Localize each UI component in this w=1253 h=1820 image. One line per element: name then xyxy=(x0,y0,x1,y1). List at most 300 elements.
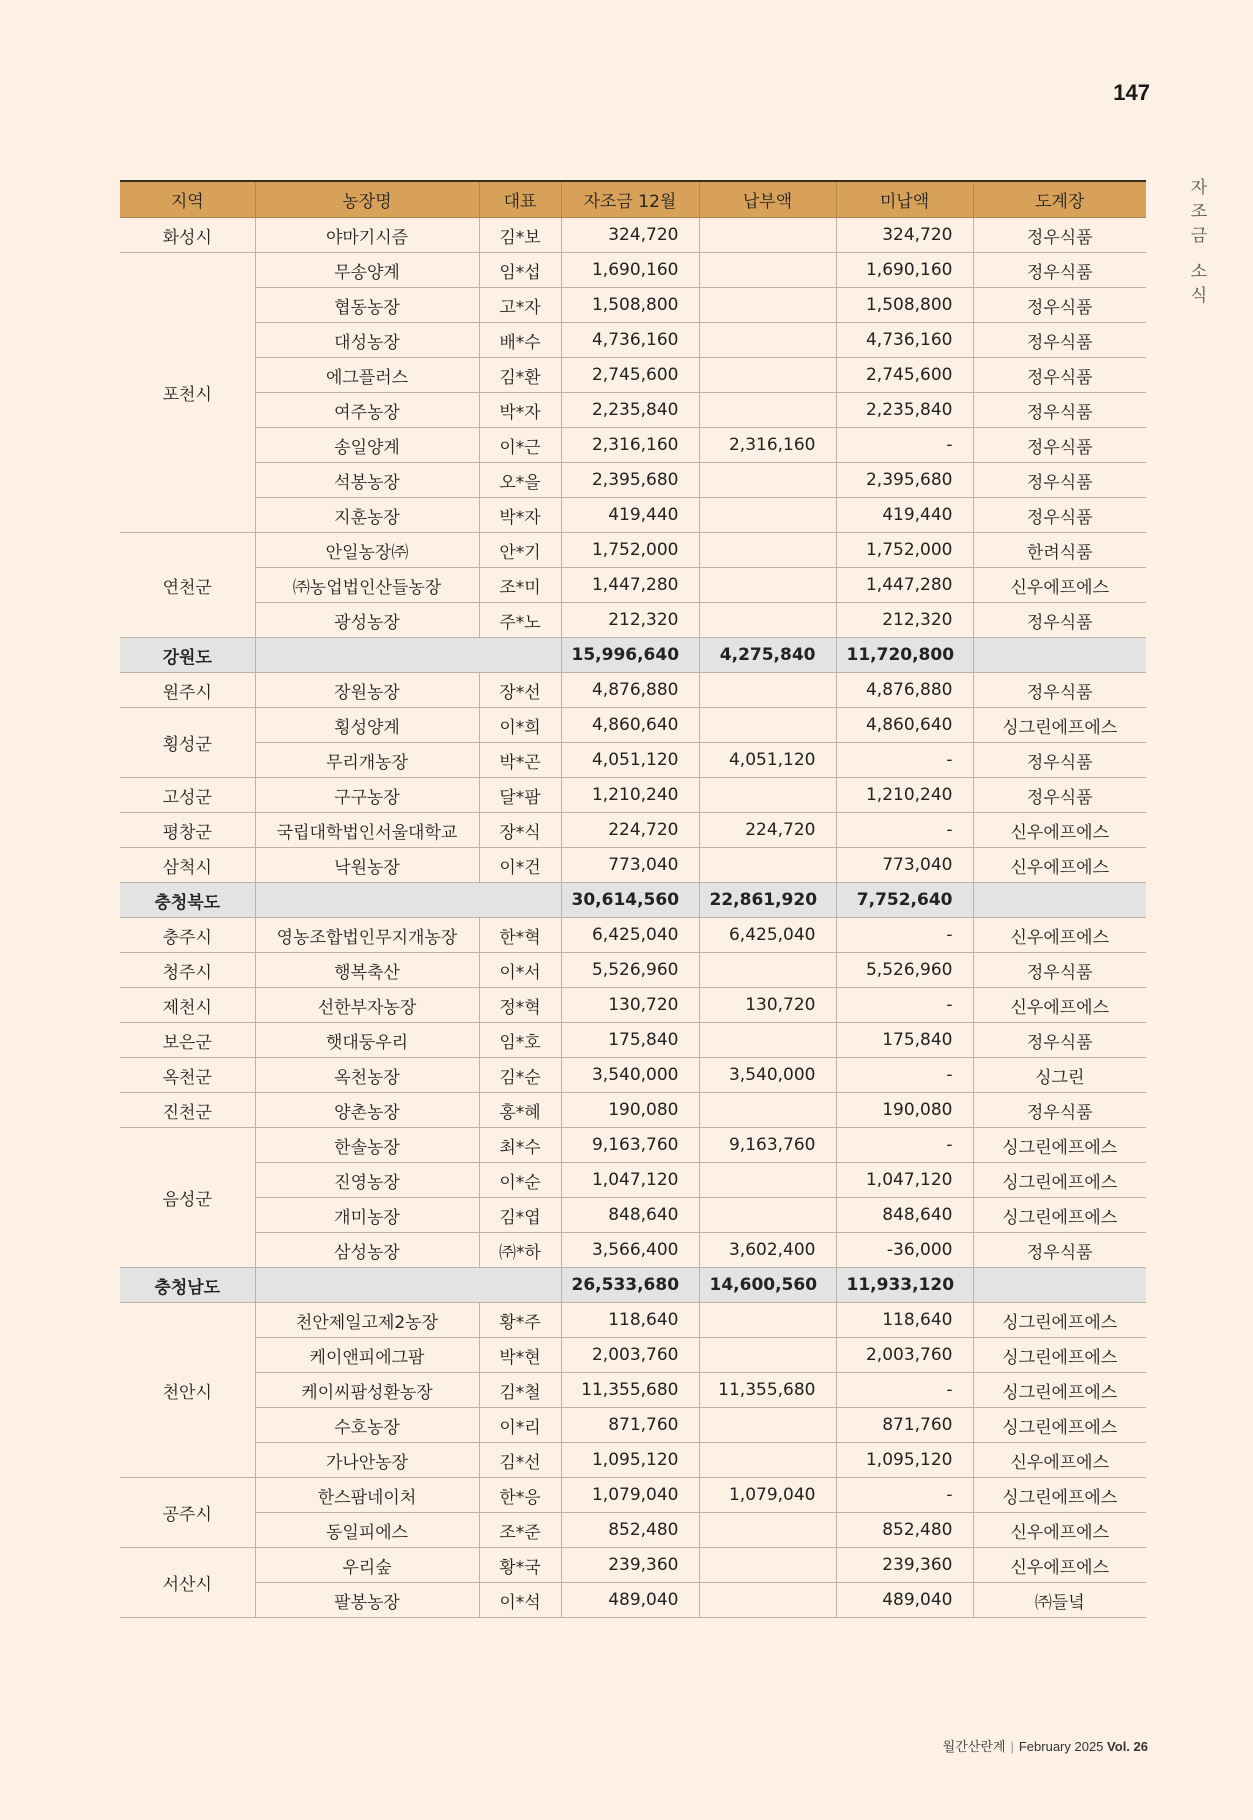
representative-cell: 이*석 xyxy=(479,1583,561,1618)
table-row xyxy=(120,533,1146,568)
page-number: 147 xyxy=(1113,80,1150,105)
footer-magazine: 월간산란계 xyxy=(942,1739,1006,1754)
fund-cell: 1,508,800 xyxy=(561,288,699,323)
table-row xyxy=(120,953,1146,988)
unpaid-cell: 419,440 xyxy=(836,498,973,533)
paid-cell xyxy=(699,1583,836,1618)
representative-cell: 이*리 xyxy=(479,1408,561,1443)
processing-plant-cell: 신우에프에스 xyxy=(973,813,1146,848)
representative-cell: 김*보 xyxy=(479,218,561,253)
farm-name-cell: 국립대학법인서울대학교 xyxy=(255,813,479,848)
processing-plant-cell: 신우에프에스 xyxy=(973,918,1146,953)
unpaid-cell: 212,320 xyxy=(836,603,973,638)
farm-name-cell: 무리개농장 xyxy=(255,743,479,778)
table-header-row xyxy=(120,181,1146,218)
farm-name-cell: 횡성양계 xyxy=(255,708,479,743)
farm-name-cell: 가나안농장 xyxy=(255,1443,479,1478)
processing-plant-cell: 싱그린에프에스 xyxy=(973,1128,1146,1163)
unpaid-cell: - xyxy=(836,428,973,463)
fund-cell: 175,840 xyxy=(561,1023,699,1058)
paid-cell xyxy=(699,778,836,813)
processing-plant-cell: 정우식품 xyxy=(973,1093,1146,1128)
representative-cell: 장*선 xyxy=(479,673,561,708)
paid-cell xyxy=(699,1198,836,1233)
processing-plant-cell: 정우식품 xyxy=(973,743,1146,778)
paid-cell: 130,720 xyxy=(699,988,836,1023)
fund-cell: 419,440 xyxy=(561,498,699,533)
representative-cell: 임*섭 xyxy=(479,253,561,288)
representative-cell: 조*미 xyxy=(479,568,561,603)
region-cell: 음성군 xyxy=(120,1128,255,1268)
region-cell: 서산시 xyxy=(120,1548,255,1618)
representative-cell: 배*수 xyxy=(479,323,561,358)
representative-cell: 한*응 xyxy=(479,1478,561,1513)
farm-name-cell: 안일농장㈜ xyxy=(255,533,479,568)
paid-cell: 3,602,400 xyxy=(699,1233,836,1268)
processing-plant-cell: 싱그린에프에스 xyxy=(973,1373,1146,1408)
processing-plant-cell: 싱그린에프에스 xyxy=(973,1478,1146,1513)
farm-name-cell: 장원농장 xyxy=(255,673,479,708)
subtotal-empty-cell xyxy=(973,883,1146,918)
farm-name-cell: 개미농장 xyxy=(255,1198,479,1233)
region-cell: 연천군 xyxy=(120,533,255,638)
unpaid-cell: 2,235,840 xyxy=(836,393,973,428)
region-cell: 옥천군 xyxy=(120,1058,255,1093)
processing-plant-cell: 정우식품 xyxy=(973,1233,1146,1268)
farm-name-cell: 광성농장 xyxy=(255,603,479,638)
farm-name-cell: 한스팜네이처 xyxy=(255,1478,479,1513)
unpaid-cell: 324,720 xyxy=(836,218,973,253)
farm-name-cell: 에그플러스 xyxy=(255,358,479,393)
farm-name-cell: 수호농장 xyxy=(255,1408,479,1443)
fund-cell: 489,040 xyxy=(561,1583,699,1618)
region-cell: 공주시 xyxy=(120,1478,255,1548)
processing-plant-cell: 싱그린에프에스 xyxy=(973,1303,1146,1338)
paid-cell xyxy=(699,393,836,428)
fund-cell: 1,047,120 xyxy=(561,1163,699,1198)
table-row xyxy=(120,1058,1146,1093)
farm-name-cell: 구구농장 xyxy=(255,778,479,813)
representative-cell: 김*순 xyxy=(479,1058,561,1093)
unpaid-cell: 1,047,120 xyxy=(836,1163,973,1198)
paid-cell xyxy=(699,568,836,603)
representative-cell: 달*팜 xyxy=(479,778,561,813)
processing-plant-cell: 신우에프에스 xyxy=(973,848,1146,883)
paid-cell xyxy=(699,1443,836,1478)
header-paid: 납부액 xyxy=(699,181,836,218)
farm-name-cell: 야마기시즘 xyxy=(255,218,479,253)
subtotal-fund: 26,533,680 xyxy=(561,1268,699,1303)
paid-cell xyxy=(699,463,836,498)
donation-table xyxy=(120,180,1146,1618)
table-row xyxy=(120,988,1146,1023)
processing-plant-cell: 정우식품 xyxy=(973,253,1146,288)
region-cell: 포천시 xyxy=(120,253,255,533)
header-unpaid: 미납액 xyxy=(836,181,973,218)
unpaid-cell: 2,395,680 xyxy=(836,463,973,498)
table-row xyxy=(120,778,1146,813)
paid-cell: 224,720 xyxy=(699,813,836,848)
region-cell: 충주시 xyxy=(120,918,255,953)
fund-cell: 4,860,640 xyxy=(561,708,699,743)
table-body xyxy=(120,218,1146,1618)
representative-cell: 김*선 xyxy=(479,1443,561,1478)
unpaid-cell: - xyxy=(836,813,973,848)
paid-cell: 4,051,120 xyxy=(699,743,836,778)
table-row xyxy=(120,1023,1146,1058)
processing-plant-cell: 정우식품 xyxy=(973,498,1146,533)
farm-name-cell: 협동농장 xyxy=(255,288,479,323)
unpaid-cell: 1,447,280 xyxy=(836,568,973,603)
paid-cell xyxy=(699,498,836,533)
side-label-char: 조 xyxy=(1190,202,1208,222)
farm-name-cell: 삼성농장 xyxy=(255,1233,479,1268)
paid-cell xyxy=(699,1513,836,1548)
region-cell: 보은군 xyxy=(120,1023,255,1058)
table-row xyxy=(120,218,1146,253)
paid-cell: 2,316,160 xyxy=(699,428,836,463)
processing-plant-cell: 싱그린에프에스 xyxy=(973,1198,1146,1233)
region-cell: 횡성군 xyxy=(120,708,255,778)
representative-cell: 황*주 xyxy=(479,1303,561,1338)
processing-plant-cell: 정우식품 xyxy=(973,953,1146,988)
processing-plant-cell: 정우식품 xyxy=(973,463,1146,498)
table-row xyxy=(120,358,1146,393)
fund-cell: 1,095,120 xyxy=(561,1443,699,1478)
header-representative: 대표 xyxy=(479,181,561,218)
unpaid-cell: 871,760 xyxy=(836,1408,973,1443)
footer-date: February 2025 xyxy=(1018,1739,1104,1754)
representative-cell: ㈜*하 xyxy=(479,1233,561,1268)
processing-plant-cell: 한려식품 xyxy=(973,533,1146,568)
farm-name-cell: 양촌농장 xyxy=(255,1093,479,1128)
unpaid-cell: - xyxy=(836,988,973,1023)
fund-cell: 212,320 xyxy=(561,603,699,638)
fund-cell: 1,447,280 xyxy=(561,568,699,603)
processing-plant-cell: 정우식품 xyxy=(973,288,1146,323)
fund-cell: 118,640 xyxy=(561,1303,699,1338)
representative-cell: 이*근 xyxy=(479,428,561,463)
table-row xyxy=(120,1233,1146,1268)
representative-cell: 고*자 xyxy=(479,288,561,323)
paid-cell xyxy=(699,1408,836,1443)
table-row xyxy=(120,568,1146,603)
fund-cell: 9,163,760 xyxy=(561,1128,699,1163)
farm-name-cell: 무송양계 xyxy=(255,253,479,288)
fund-cell: 2,745,600 xyxy=(561,358,699,393)
representative-cell: 박*곤 xyxy=(479,743,561,778)
farm-name-cell: 옥천농장 xyxy=(255,1058,479,1093)
processing-plant-cell: 싱그린에프에스 xyxy=(973,1338,1146,1373)
representative-cell: 이*순 xyxy=(479,1163,561,1198)
farm-name-cell: 케이앤피에그팜 xyxy=(255,1338,479,1373)
fund-cell: 852,480 xyxy=(561,1513,699,1548)
table-row xyxy=(120,1583,1146,1618)
farm-name-cell: 진영농장 xyxy=(255,1163,479,1198)
region-cell: 청주시 xyxy=(120,953,255,988)
table-row xyxy=(120,1373,1146,1408)
table-row xyxy=(120,918,1146,953)
unpaid-cell: - xyxy=(836,1373,973,1408)
paid-cell xyxy=(699,1023,836,1058)
processing-plant-cell: 싱그린에프에스 xyxy=(973,1163,1146,1198)
unpaid-cell: 1,210,240 xyxy=(836,778,973,813)
farm-name-cell: 천안제일고제2농장 xyxy=(255,1303,479,1338)
farm-name-cell: ㈜농업법인산들농장 xyxy=(255,568,479,603)
representative-cell: 박*자 xyxy=(479,498,561,533)
table-row xyxy=(120,1548,1146,1583)
representative-cell: 박*자 xyxy=(479,393,561,428)
subtotal-paid: 22,861,920 xyxy=(699,883,836,918)
paid-cell xyxy=(699,848,836,883)
subtotal-paid: 14,600,560 xyxy=(699,1268,836,1303)
processing-plant-cell: ㈜들녘 xyxy=(973,1583,1146,1618)
farm-name-cell: 석봉농장 xyxy=(255,463,479,498)
table-row xyxy=(120,1093,1146,1128)
unpaid-cell: 1,095,120 xyxy=(836,1443,973,1478)
fund-cell: 773,040 xyxy=(561,848,699,883)
region-cell: 천안시 xyxy=(120,1303,255,1478)
fund-cell: 4,051,120 xyxy=(561,743,699,778)
fund-cell: 224,720 xyxy=(561,813,699,848)
farm-name-cell: 낙원농장 xyxy=(255,848,479,883)
paid-cell xyxy=(699,288,836,323)
paid-cell xyxy=(699,673,836,708)
processing-plant-cell: 정우식품 xyxy=(973,673,1146,708)
fund-cell: 6,425,040 xyxy=(561,918,699,953)
farm-name-cell: 영농조합법인무지개농장 xyxy=(255,918,479,953)
fund-cell: 2,003,760 xyxy=(561,1338,699,1373)
subtotal-label: 강원도 xyxy=(120,638,255,673)
unpaid-cell: - xyxy=(836,743,973,778)
processing-plant-cell: 정우식품 xyxy=(973,218,1146,253)
paid-cell xyxy=(699,533,836,568)
subtotal-label: 충청북도 xyxy=(120,883,255,918)
unpaid-cell: - xyxy=(836,1478,973,1513)
paid-cell xyxy=(699,1163,836,1198)
paid-cell: 3,540,000 xyxy=(699,1058,836,1093)
subtotal-empty-cell xyxy=(973,1268,1146,1303)
unpaid-cell: 2,003,760 xyxy=(836,1338,973,1373)
header-region: 지역 xyxy=(120,181,255,218)
subtotal-empty-cell xyxy=(255,1268,561,1303)
region-cell: 삼척시 xyxy=(120,848,255,883)
paid-cell xyxy=(699,708,836,743)
footer-separator: | xyxy=(1010,1739,1014,1754)
representative-cell: 이*건 xyxy=(479,848,561,883)
representative-cell: 주*노 xyxy=(479,603,561,638)
fund-cell: 2,395,680 xyxy=(561,463,699,498)
unpaid-cell: 190,080 xyxy=(836,1093,973,1128)
paid-cell: 6,425,040 xyxy=(699,918,836,953)
table-row xyxy=(120,743,1146,778)
table-row xyxy=(120,708,1146,743)
subtotal-unpaid: 11,720,800 xyxy=(836,638,973,673)
representative-cell: 김*철 xyxy=(479,1373,561,1408)
table-row xyxy=(120,1163,1146,1198)
paid-cell xyxy=(699,1303,836,1338)
fund-cell: 1,690,160 xyxy=(561,253,699,288)
farm-name-cell: 동일피에스 xyxy=(255,1513,479,1548)
paid-cell: 9,163,760 xyxy=(699,1128,836,1163)
unpaid-cell: 1,508,800 xyxy=(836,288,973,323)
processing-plant-cell: 정우식품 xyxy=(973,428,1146,463)
processing-plant-cell: 신우에프에스 xyxy=(973,1513,1146,1548)
farm-name-cell: 선한부자농장 xyxy=(255,988,479,1023)
table-row xyxy=(120,1128,1146,1163)
table-row xyxy=(120,603,1146,638)
table-row xyxy=(120,393,1146,428)
section-side-label xyxy=(1188,176,1210,308)
processing-plant-cell: 신우에프에스 xyxy=(973,1443,1146,1478)
subtotal-empty-cell xyxy=(973,638,1146,673)
fund-cell: 4,736,160 xyxy=(561,323,699,358)
representative-cell: 최*수 xyxy=(479,1128,561,1163)
paid-cell xyxy=(699,323,836,358)
header-farm: 농장명 xyxy=(255,181,479,218)
unpaid-cell: 2,745,600 xyxy=(836,358,973,393)
fund-cell: 871,760 xyxy=(561,1408,699,1443)
fund-cell: 3,540,000 xyxy=(561,1058,699,1093)
header-processing-plant: 도계장 xyxy=(973,181,1146,218)
unpaid-cell: 848,640 xyxy=(836,1198,973,1233)
unpaid-cell: - xyxy=(836,1128,973,1163)
farm-name-cell: 행복축산 xyxy=(255,953,479,988)
table-row xyxy=(120,1303,1146,1338)
fund-cell: 1,210,240 xyxy=(561,778,699,813)
table-row xyxy=(120,1408,1146,1443)
fund-cell: 1,752,000 xyxy=(561,533,699,568)
subtotal-paid: 4,275,840 xyxy=(699,638,836,673)
table-row xyxy=(120,498,1146,533)
unpaid-cell: 4,860,640 xyxy=(836,708,973,743)
table-row xyxy=(120,323,1146,358)
representative-cell: 김*엽 xyxy=(479,1198,561,1233)
unpaid-cell: -36,000 xyxy=(836,1233,973,1268)
subtotal-fund: 15,996,640 xyxy=(561,638,699,673)
table-row xyxy=(120,813,1146,848)
representative-cell: 이*희 xyxy=(479,708,561,743)
region-cell: 원주시 xyxy=(120,673,255,708)
representative-cell: 홍*혜 xyxy=(479,1093,561,1128)
subtotal-empty-cell xyxy=(255,638,561,673)
region-cell: 진천군 xyxy=(120,1093,255,1128)
table-row xyxy=(120,463,1146,498)
unpaid-cell: 118,640 xyxy=(836,1303,973,1338)
footer xyxy=(850,1736,1148,1755)
processing-plant-cell: 정우식품 xyxy=(973,778,1146,813)
region-cell: 평창군 xyxy=(120,813,255,848)
processing-plant-cell: 정우식품 xyxy=(973,603,1146,638)
representative-cell: 임*호 xyxy=(479,1023,561,1058)
unpaid-cell: 1,690,160 xyxy=(836,253,973,288)
processing-plant-cell: 신우에프에스 xyxy=(973,568,1146,603)
paid-cell: 1,079,040 xyxy=(699,1478,836,1513)
subtotal-row xyxy=(120,1268,1146,1303)
subtotal-unpaid: 7,752,640 xyxy=(836,883,973,918)
processing-plant-cell: 신우에프에스 xyxy=(973,988,1146,1023)
region-cell: 고성군 xyxy=(120,778,255,813)
representative-cell: 박*현 xyxy=(479,1338,561,1373)
unpaid-cell: 239,360 xyxy=(836,1548,973,1583)
farm-name-cell: 한솔농장 xyxy=(255,1128,479,1163)
processing-plant-cell: 싱그린에프에스 xyxy=(973,708,1146,743)
representative-cell: 정*혁 xyxy=(479,988,561,1023)
farm-name-cell: 우리숲 xyxy=(255,1548,479,1583)
paid-cell: 11,355,680 xyxy=(699,1373,836,1408)
side-label-gap xyxy=(1188,248,1210,260)
paid-cell xyxy=(699,218,836,253)
unpaid-cell: - xyxy=(836,1058,973,1093)
paid-cell xyxy=(699,1338,836,1373)
subtotal-empty-cell xyxy=(255,883,561,918)
farm-name-cell: 팔봉농장 xyxy=(255,1583,479,1618)
fund-cell: 2,316,160 xyxy=(561,428,699,463)
representative-cell: 한*혁 xyxy=(479,918,561,953)
processing-plant-cell: 정우식품 xyxy=(973,323,1146,358)
representative-cell: 조*준 xyxy=(479,1513,561,1548)
fund-cell: 190,080 xyxy=(561,1093,699,1128)
paid-cell xyxy=(699,253,836,288)
side-label-char: 금 xyxy=(1190,226,1208,246)
farm-name-cell: 햇대둥우리 xyxy=(255,1023,479,1058)
footer-volume: Vol. 26 xyxy=(1107,1739,1148,1754)
paid-cell xyxy=(699,1548,836,1583)
fund-cell: 5,526,960 xyxy=(561,953,699,988)
table-row xyxy=(120,1198,1146,1233)
processing-plant-cell: 싱그린에프에스 xyxy=(973,1408,1146,1443)
fund-cell: 2,235,840 xyxy=(561,393,699,428)
side-label-char: 식 xyxy=(1190,286,1208,306)
table-row xyxy=(120,253,1146,288)
farm-name-cell: 케이씨팜성환농장 xyxy=(255,1373,479,1408)
processing-plant-cell: 정우식품 xyxy=(973,393,1146,428)
fund-cell: 11,355,680 xyxy=(561,1373,699,1408)
unpaid-cell: 773,040 xyxy=(836,848,973,883)
representative-cell: 안*기 xyxy=(479,533,561,568)
side-label-char: 소 xyxy=(1190,262,1208,282)
unpaid-cell: 5,526,960 xyxy=(836,953,973,988)
region-cell: 제천시 xyxy=(120,988,255,1023)
farm-name-cell: 송일양계 xyxy=(255,428,479,463)
table-row xyxy=(120,1443,1146,1478)
fund-cell: 3,566,400 xyxy=(561,1233,699,1268)
table-row xyxy=(120,1513,1146,1548)
processing-plant-cell: 싱그린 xyxy=(973,1058,1146,1093)
header-fund: 자조금 12월 xyxy=(561,181,699,218)
paid-cell xyxy=(699,953,836,988)
subtotal-row xyxy=(120,883,1146,918)
processing-plant-cell: 정우식품 xyxy=(973,1023,1146,1058)
fund-cell: 324,720 xyxy=(561,218,699,253)
table-row xyxy=(120,673,1146,708)
fund-cell: 130,720 xyxy=(561,988,699,1023)
representative-cell: 김*환 xyxy=(479,358,561,393)
farm-name-cell: 지훈농장 xyxy=(255,498,479,533)
representative-cell: 오*을 xyxy=(479,463,561,498)
farm-name-cell: 여주농장 xyxy=(255,393,479,428)
unpaid-cell: 489,040 xyxy=(836,1583,973,1618)
unpaid-cell: - xyxy=(836,918,973,953)
processing-plant-cell: 신우에프에스 xyxy=(973,1548,1146,1583)
unpaid-cell: 1,752,000 xyxy=(836,533,973,568)
region-cell: 화성시 xyxy=(120,218,255,253)
table-row xyxy=(120,428,1146,463)
paid-cell xyxy=(699,358,836,393)
subtotal-row xyxy=(120,638,1146,673)
unpaid-cell: 175,840 xyxy=(836,1023,973,1058)
unpaid-cell: 4,876,880 xyxy=(836,673,973,708)
